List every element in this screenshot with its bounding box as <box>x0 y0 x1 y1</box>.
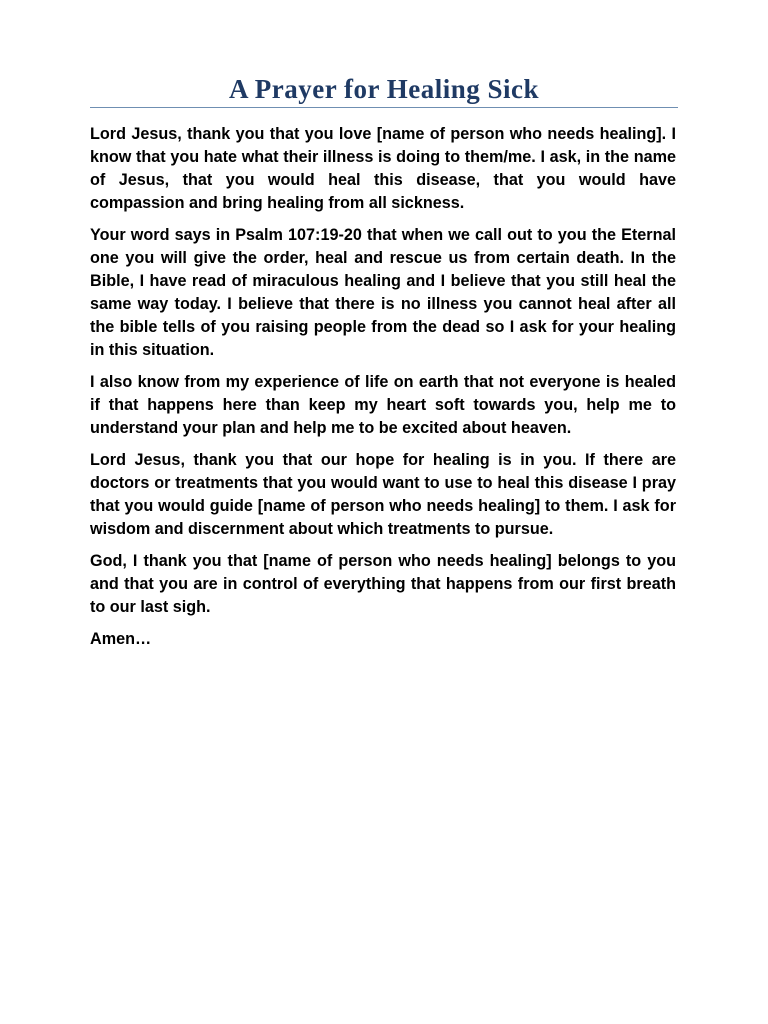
paragraph-3: I also know from my experience of life on earth that not everyone is healed if that happens here than keep my heart soft towards you, help me to understand your plan and help me to be excited about heaven. <box>90 373 676 437</box>
closing-amen: Amen… <box>90 630 152 648</box>
paragraph-5: God, I thank you that [name of person who needs healing] belongs to you and that you are in control of everything that happens from our first breath to our last sigh. <box>90 552 676 616</box>
document-title: A Prayer for Healing Sick <box>229 74 539 104</box>
document-body <box>90 123 676 660</box>
title-underline <box>90 107 678 108</box>
paragraph-4: Lord Jesus, thank you that our hope for healing is in you. If there are doctors or treatments that you would want to use to heal this disease I pray that you would guide [name of person who needs healing] to them. I ask for wisdom and discernment about which treatments to pursue. <box>90 451 676 538</box>
paragraph-2: Your word says in Psalm 107:19-20 that when we call out to you the Eternal one you will give the order, heal and rescue us from certain death. In the Bible, I have read of miraculous healing and I believe that you still heal the same way today. I believe that there is no illness you cannot heal after all the bible tells of you raising people from the dead so I ask for your healing in this situation. <box>90 226 676 359</box>
paragraph-1: Lord Jesus, thank you that you love [name of person who needs healing]. I know that you hate what their illness is doing to them/me. I ask, in the name of Jesus, that you would heal this disease, that you would have compassion and bring healing from all sickness. <box>90 125 676 212</box>
